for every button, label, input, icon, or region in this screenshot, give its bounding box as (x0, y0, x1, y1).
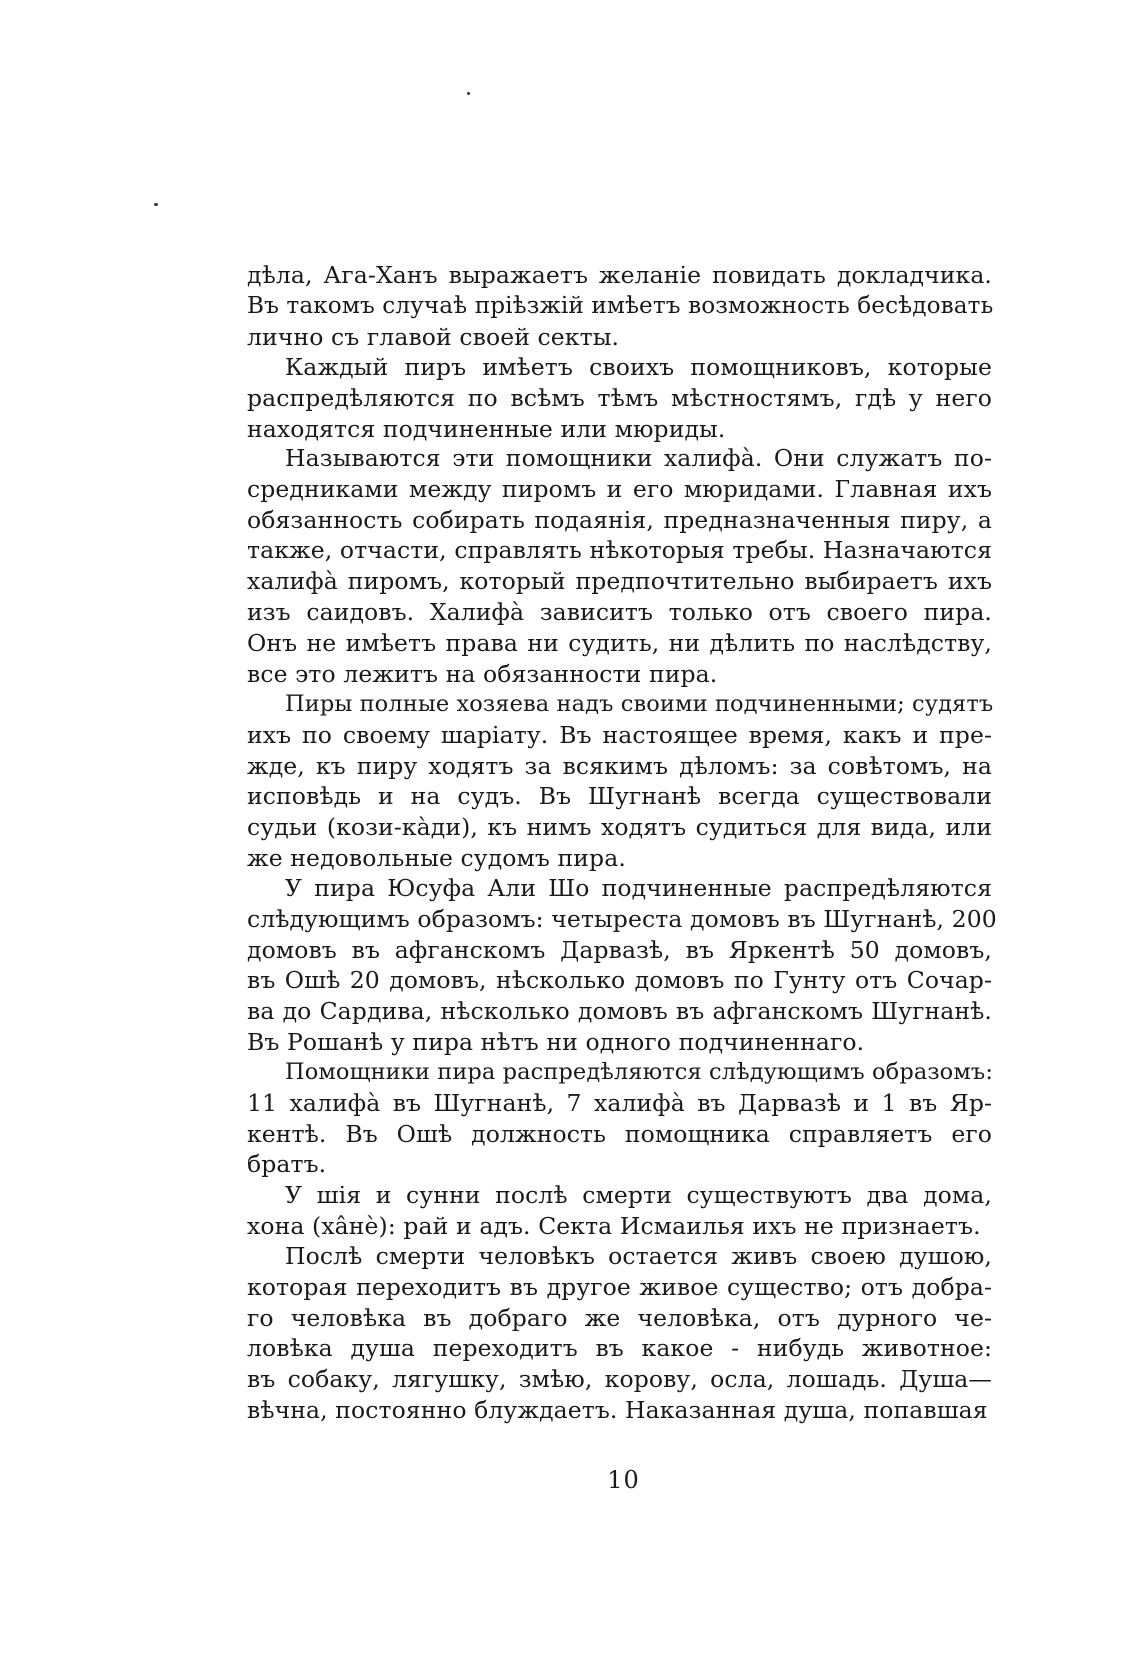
text-line: въ Ошѣ 20 домовъ, нѣсколько домовъ по Гунту отъ Сочар- (247, 966, 992, 995)
text-line: го человѣка въ добраго же человѣка, отъ дурного че- (247, 1303, 992, 1332)
text-line: дѣла, Ага-Ханъ выражаетъ желаніе повидать докладчика. (247, 261, 992, 289)
text-line: Каждый пиръ имѣетъ своихъ помощниковъ, которые (285, 353, 992, 381)
text-line: Послѣ смерти человѣкъ остается живъ своею душою, (285, 1242, 992, 1270)
text-line: кентѣ. Въ Ошѣ должность помощника справляетъ его (247, 1119, 992, 1148)
text-line: обязанность собирать подаянія, предназначенныя пиру, а (247, 505, 992, 534)
text-line: находятся подчиненные или мюриды. (247, 414, 726, 443)
text-line: Въ Рошанѣ у пира нѣтъ ни одного подчиненнаго. (247, 1027, 865, 1056)
text-line: все это лежитъ на обязанности пира. (247, 659, 718, 688)
text-line: исповѣдь и на судъ. Въ Шугнанѣ всегда существовали (247, 782, 992, 811)
text-line: домовъ въ афганскомъ Дарвазѣ, въ Яркентѣ 50 домовъ, (247, 935, 992, 964)
text-line: 11 халифа̀ въ Шугнанѣ, 7 халифа̀ въ Дарвазѣ и 1 въ Яр- (247, 1088, 992, 1117)
text-line: У шія и сунни послѣ смерти существуютъ два дома, (285, 1181, 992, 1209)
text-line: средниками между пиромъ и его мюридами. Главная ихъ (247, 474, 992, 503)
print-speck (154, 203, 158, 206)
text-line: У пира Юсуфа Али Шо подчиненные распредѣляются (285, 874, 992, 902)
text-line: ва до Сардива, нѣсколько домовъ въ афганскомъ Шугнанѣ. (247, 997, 992, 1026)
paragraph (247, 1241, 992, 1426)
print-speck (467, 92, 470, 95)
text-line: изъ саидовъ. Халифа̀ зависитъ только отъ своего пира. (247, 597, 992, 626)
paragraph (247, 260, 992, 352)
text-line: судьи (кози-кàди), къ нимъ ходятъ судиться для вида, или (247, 813, 992, 842)
text-line: ловѣка душа переходитъ въ какое - нибудь животное: (247, 1334, 992, 1363)
paragraph (247, 1180, 992, 1242)
paragraph (247, 873, 997, 1058)
text-line: лично съ главой своей секты. (247, 322, 620, 351)
text-line: братъ. (247, 1150, 327, 1179)
paragraph (247, 443, 992, 689)
text-line: хона (хâнè): рай и адъ. Секта Исмаилья ихъ не признаетъ. (247, 1211, 981, 1240)
text-line: распредѣляются по всѣмъ тѣмъ мѣстностямъ, гдѣ у него (247, 383, 992, 412)
text-line: ихъ по своему шаріату. Въ настоящее время, какъ и пре- (247, 720, 992, 749)
paragraph (247, 689, 992, 874)
text-line: вѣчна, постоянно блуждаетъ. Наказанная душа, попавшая (247, 1395, 988, 1424)
text-line: въ собаку, лягушку, змѣю, корову, осла, лошадь. Душа— (247, 1365, 992, 1394)
text-line: Онъ не имѣетъ права ни судить, ни дѣлить по наслѣдству, (247, 628, 992, 657)
text-line: слѣдующимъ образомъ: четыреста домовъ въ Шугнанѣ, 200 (247, 904, 997, 933)
text-line: халифа̀ пиромъ, который предпочтительно выбираетъ ихъ (247, 567, 992, 596)
text-line: Помощники пира распредѣляются слѣдующимъ образомъ: (285, 1059, 993, 1085)
text-line: жде, къ пиру ходятъ за всякимъ дѣломъ: за совѣтомъ, на (247, 751, 992, 780)
text-line: Называются эти помощники халифа̀. Они служатъ по- (285, 444, 992, 472)
text-line: Пиры полные хозяева надъ своими подчиненными; судятъ (285, 691, 994, 717)
paragraph (247, 352, 992, 444)
text-line: же недовольные судомъ пира. (247, 843, 626, 872)
text-line: которая переходитъ въ другое живое существо; отъ добра- (247, 1272, 992, 1301)
page-number: 10 (607, 1466, 640, 1494)
text-line: также, отчасти, справлять нѣкоторыя требы. Назначаются (247, 536, 992, 565)
text-line: Въ такомъ случаѣ пріѣзжій имѣетъ возможность бесѣдовать (247, 291, 994, 319)
paragraph (247, 1057, 992, 1180)
